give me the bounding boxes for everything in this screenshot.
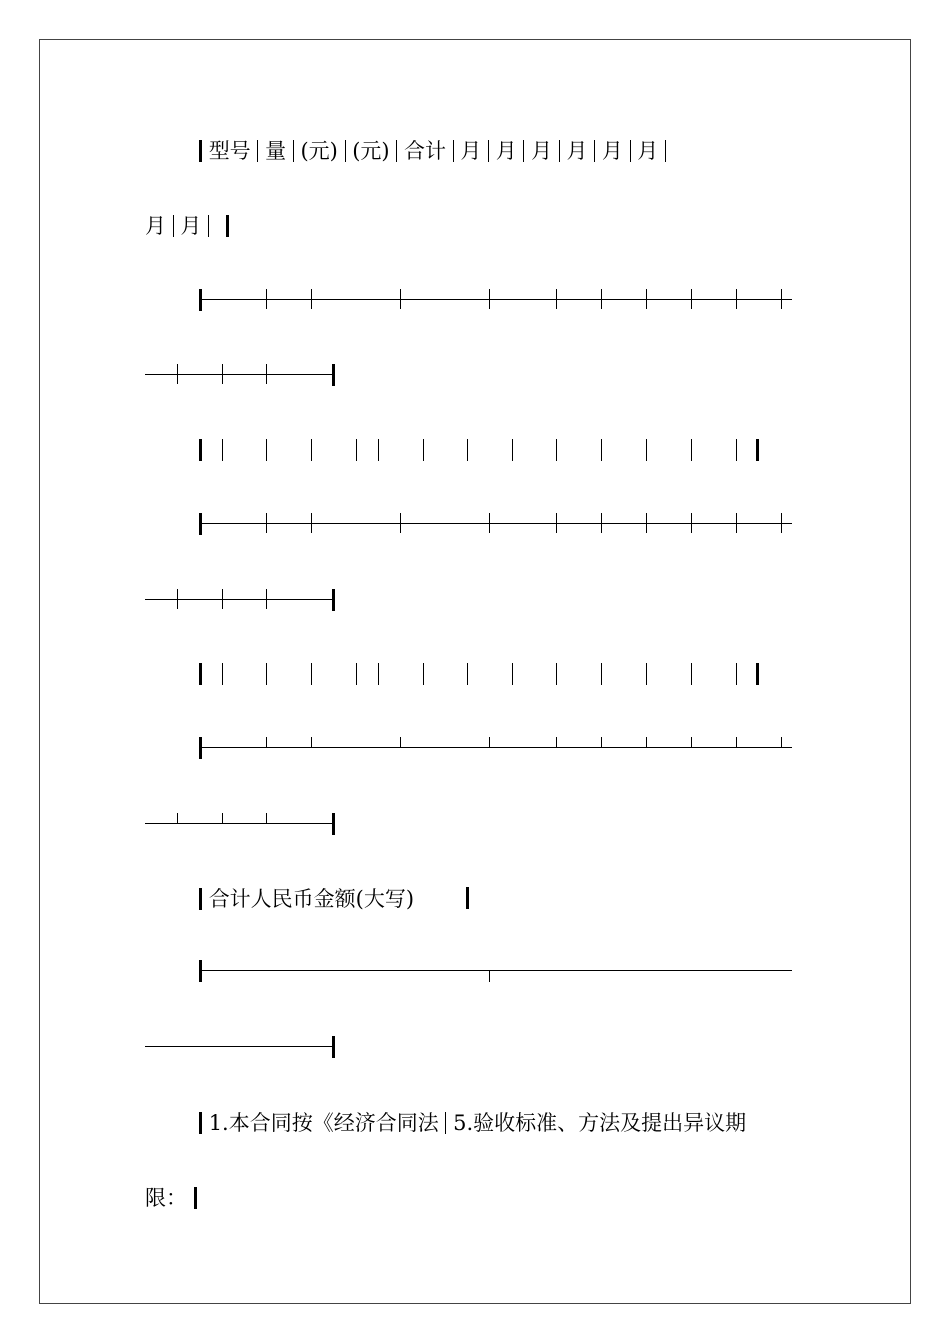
header-cell-total: 合计: [403, 139, 446, 163]
cell-divider: [208, 215, 209, 237]
header-cell-month: 月: [601, 139, 623, 163]
clause-5-text: 5.验收标准、方法及提出异议期: [453, 1111, 747, 1135]
header-cell-month: 月: [180, 214, 202, 238]
cell-divider: [445, 1112, 446, 1134]
cell-divider: [665, 140, 666, 162]
cell-divider: [453, 140, 454, 162]
header-cell-unit-price: (元): [300, 139, 338, 163]
header-cell-quantity: 量: [265, 139, 287, 163]
cell-divider: [173, 215, 174, 237]
clause-1-text: 1.本合同按《经济合同法: [208, 1111, 439, 1135]
cell-divider: [488, 140, 489, 162]
header-cell-month: 月: [145, 214, 166, 238]
table-border: [199, 140, 202, 162]
cell-divider: [630, 140, 631, 162]
cell-divider: [594, 140, 595, 162]
header-cell-month: 月: [460, 139, 482, 163]
cell-divider: [257, 140, 258, 162]
header-cell-month: 月: [637, 139, 659, 163]
clauses-row-continued: [145, 1186, 197, 1210]
cell-divider: [396, 140, 397, 162]
header-cell-month: 月: [566, 139, 588, 163]
header-cell-month: 月: [495, 139, 517, 163]
clauses-row: [199, 1111, 746, 1135]
table-border: [466, 887, 469, 909]
cell-divider: [523, 140, 524, 162]
cell-divider: [293, 140, 294, 162]
header-cell-month: 月: [531, 139, 553, 163]
table-border: [226, 215, 229, 237]
total-amount-label: 合计人民币金额(大写): [208, 887, 415, 911]
cell-divider: [345, 140, 346, 162]
header-cell-amount: (元): [352, 139, 390, 163]
table-border: [199, 1112, 202, 1134]
table-border: [199, 888, 202, 910]
header-row-continued: [145, 214, 229, 238]
cell-divider: [559, 140, 560, 162]
header-row: [199, 139, 666, 163]
total-amount-row: [199, 887, 414, 911]
header-cell-model: 型号: [208, 139, 251, 163]
table-border: [194, 1187, 197, 1209]
clause-5-continued: 限：: [145, 1186, 187, 1210]
